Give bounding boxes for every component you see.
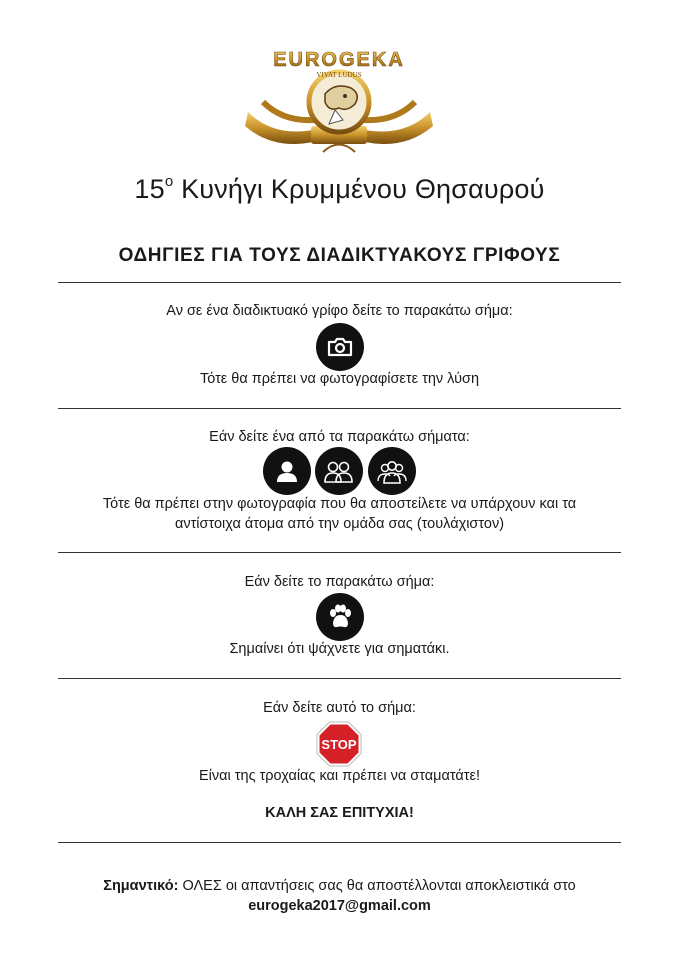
section-4-intro: Εάν δείτε αυτό το σήμα: [263,700,416,716]
three-people-icon [368,447,416,495]
one-person-icon [263,447,311,495]
page-subtitle: ΟΔΗΓΙΕΣ ΓΙΑ ΤΟΥΣ ΔΙΑΔΙΚΤΥΑΚΟΥΣ ΓΡΙΦΟΥΣ [118,245,561,266]
section-3-result: Σημαίνει ότι ψάχνετε για σηματάκι. [229,641,450,657]
two-people-icon [315,447,363,495]
section-1-result: Τότε θα πρέπει να φωτογραφίσετε την λύση [199,371,480,387]
section-1-intro: Αν σε ένα διαδικτυακό γρίφο δείτε το παρακάτω σήμα: [166,303,513,319]
divider [58,282,621,283]
logo-banner-text: VIVAT LUDUS [316,71,362,79]
footer-label: Σημαντικό: [103,878,179,894]
logo-brand-text: EUROGEKA [273,49,405,71]
section-4-result: Είναι της τροχαίας και πρέπει να σταματάτε! [199,768,480,784]
title-number: 15 [134,174,165,204]
divider [58,552,621,553]
section-3-intro: Εάν δείτε το παρακάτω σήμα: [244,574,435,590]
page-title [0,174,679,205]
section-2-result-line-2: αντίστοιχα άτομα από την ομάδα σας (τουλάχιστον) [174,516,505,532]
stop-sign-text: STOP [321,737,357,752]
divider [58,842,621,843]
title-text: Κυνήγι Κρυμμένου Θησαυρού [181,174,545,204]
footer-note [0,876,679,916]
divider [58,408,621,409]
eurogeka-logo [243,42,435,157]
paw-print-icon [316,593,364,641]
stop-sign-icon [316,721,362,767]
section-2-intro: Εάν δείτε ένα από τα παρακάτω σήματα: [209,429,470,445]
title-superscript: ο [164,173,174,190]
divider [58,678,621,679]
section-2-result-line-1: Τότε θα πρέπει στην φωτογραφία που θα αποστείλετε να υπάρχουν και τα [102,496,577,512]
camera-icon [316,323,364,371]
footer-text: ΟΛΕΣ οι απαντήσεις σας θα αποστέλλονται αποκλειστικά στο [178,878,576,894]
footer-email[interactable]: eurogeka2017@gmail.com [248,898,431,914]
closing-message: ΚΑΛΗ ΣΑΣ ΕΠΙΤΥΧΙΑ! [265,805,414,821]
